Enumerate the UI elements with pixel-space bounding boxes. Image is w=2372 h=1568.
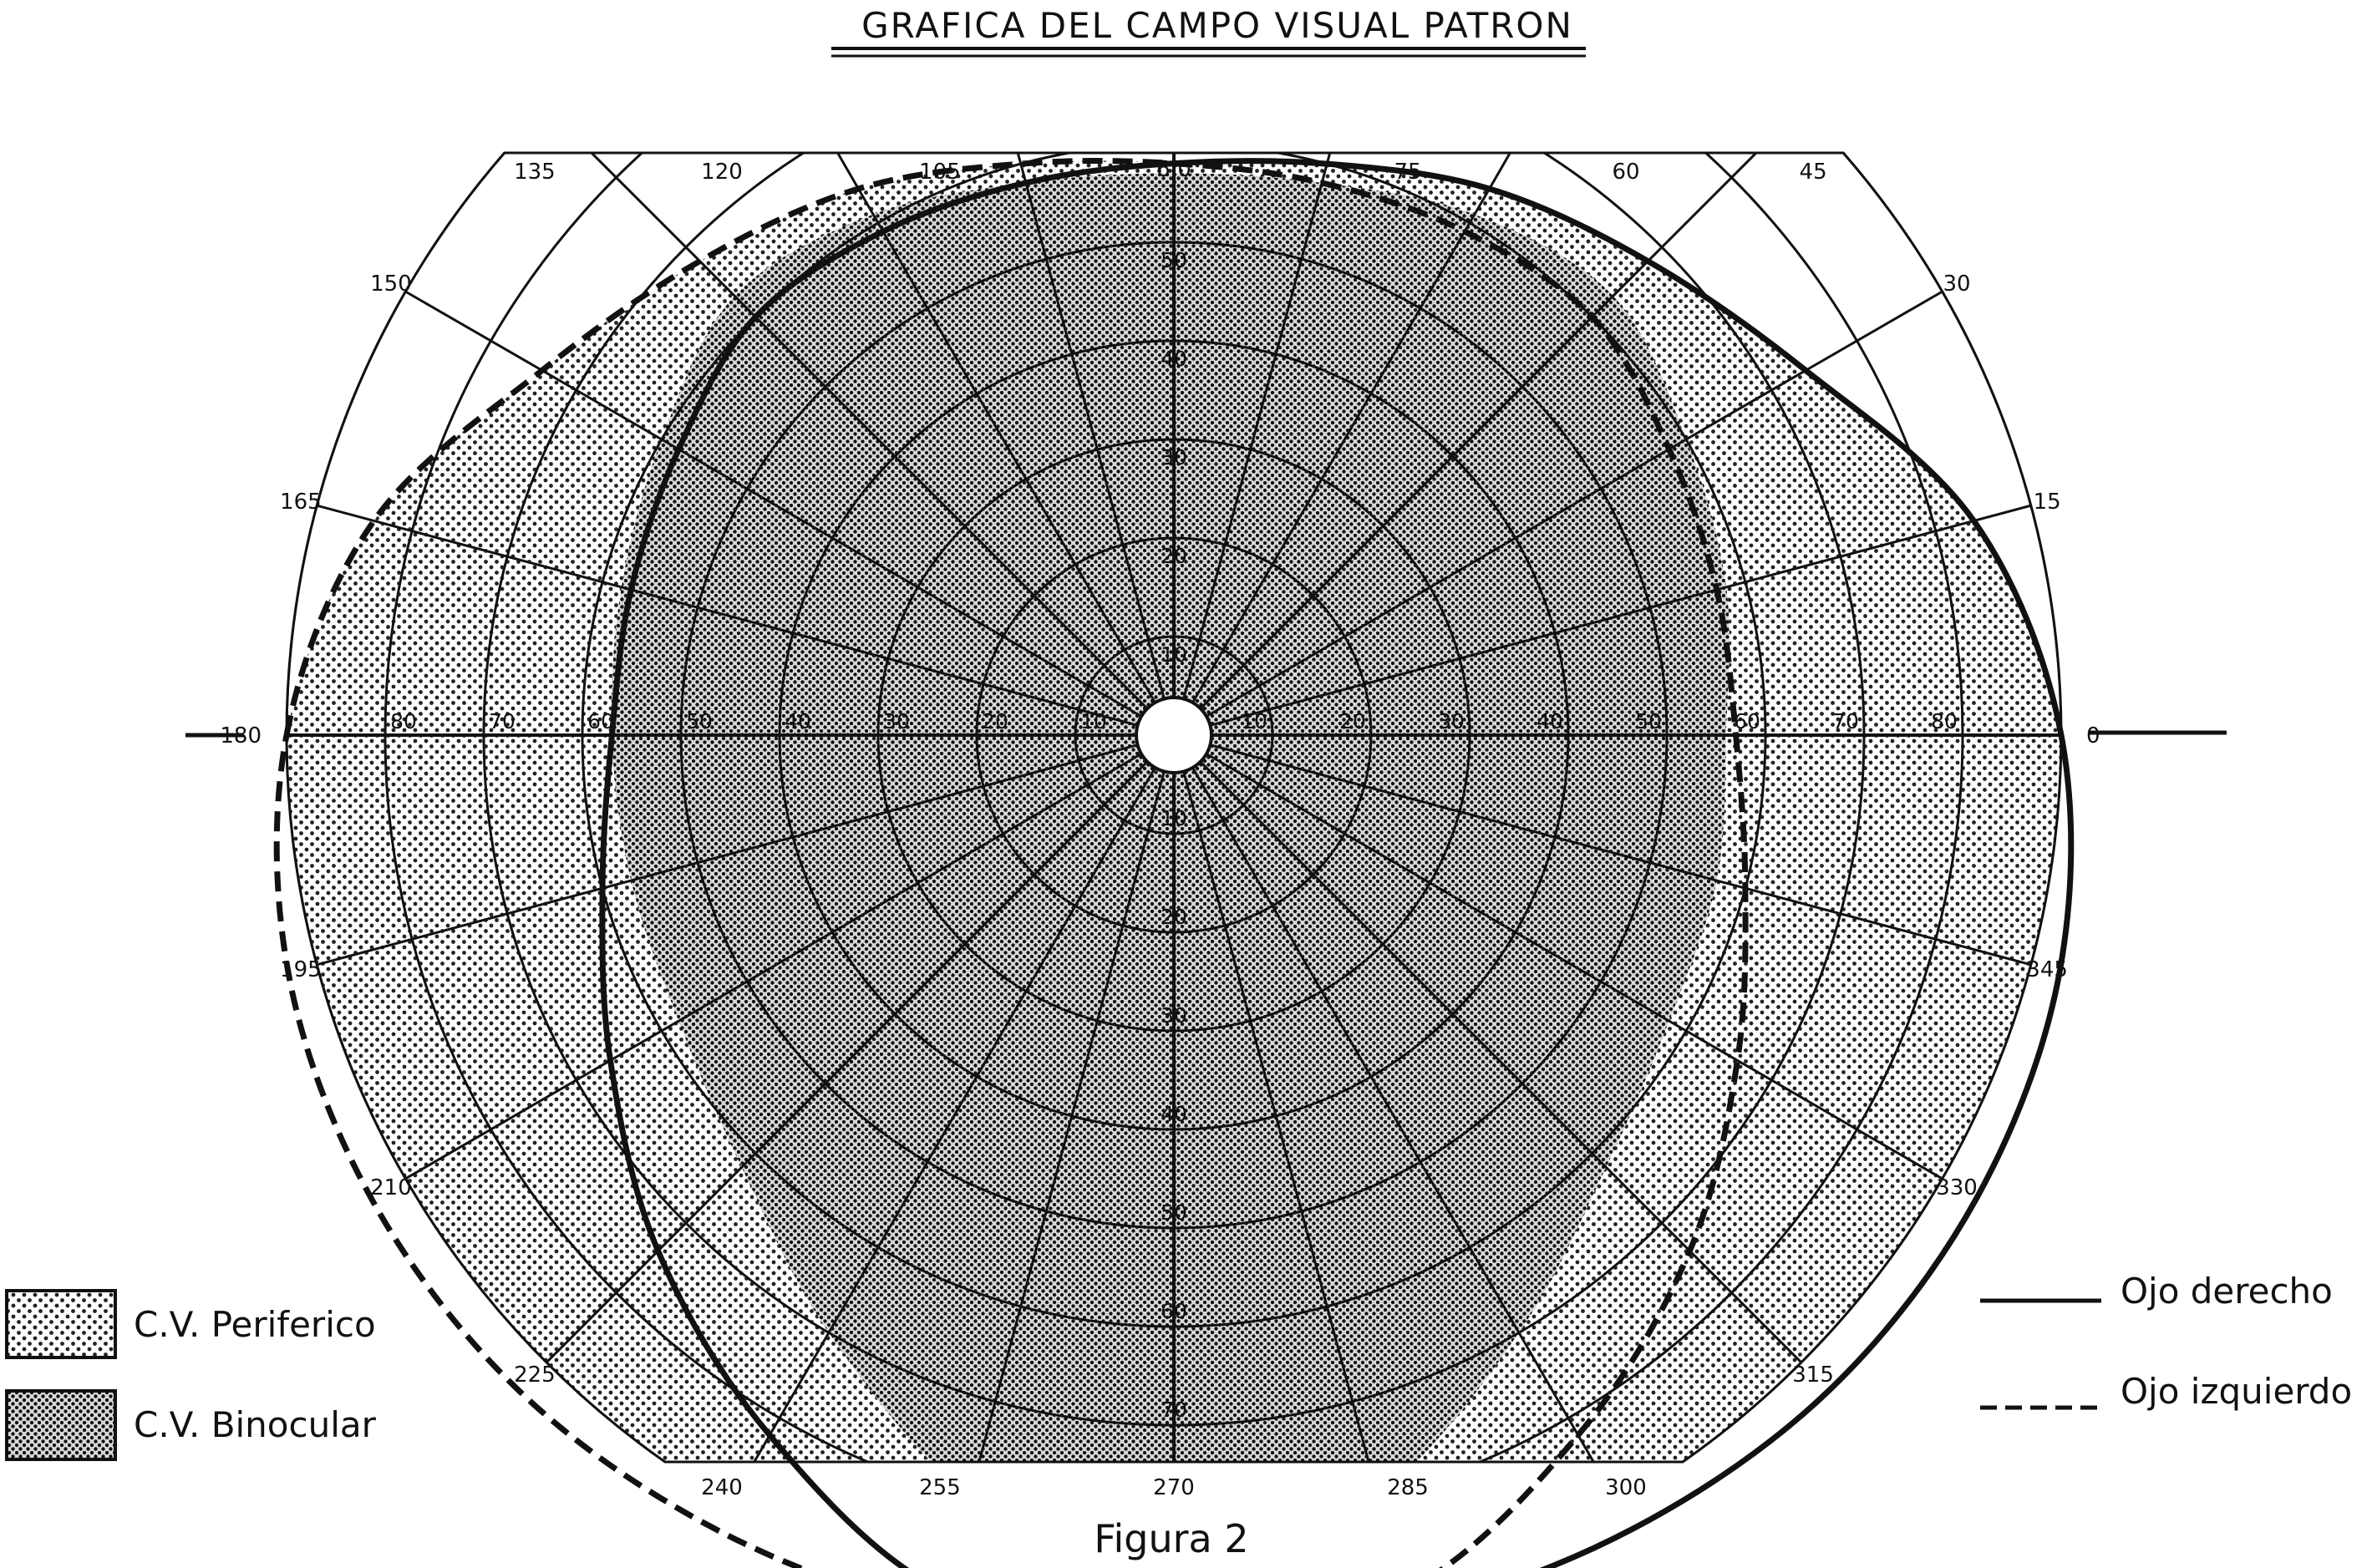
ring-label: 20 bbox=[982, 709, 1008, 733]
angle-label: 75 bbox=[1394, 160, 1422, 185]
legend-label-right-eye: Ojo derecho bbox=[2121, 1271, 2333, 1312]
ring-label: 40 bbox=[785, 709, 811, 733]
ring-label: 30 bbox=[883, 709, 910, 733]
ring-label: 60 bbox=[1734, 709, 1760, 733]
ring-label: 50 bbox=[686, 709, 713, 733]
ring-label: 70 bbox=[1161, 1398, 1187, 1422]
ring-label: 40 bbox=[1536, 709, 1563, 733]
legend-swatch-peripheral bbox=[7, 1291, 115, 1357]
legend-swatch-binocular bbox=[7, 1391, 115, 1459]
angle-label: 330 bbox=[1936, 1175, 1978, 1200]
legend-label-peripheral: C.V. Periferico bbox=[134, 1304, 376, 1345]
ring-label: 80 bbox=[390, 709, 417, 733]
angle-label: 270 bbox=[1153, 1475, 1195, 1500]
legend-label-left-eye: Ojo izquierdo bbox=[2121, 1371, 2353, 1412]
ring-label: 50 bbox=[1161, 1200, 1187, 1225]
ring-label: 20 bbox=[1161, 544, 1187, 568]
angle-label-90: 6|0 bbox=[1156, 157, 1191, 182]
angle-label: 300 bbox=[1605, 1475, 1647, 1500]
angle-label: 45 bbox=[1799, 160, 1827, 185]
angle-label: 180 bbox=[220, 723, 262, 748]
angle-label: 15 bbox=[2033, 489, 2061, 515]
angle-label: 0 bbox=[2086, 723, 2100, 748]
ring-label: 40 bbox=[1161, 1102, 1187, 1126]
legend-label-binocular: C.V. Binocular bbox=[134, 1404, 376, 1445]
ring-label: 10 bbox=[1161, 806, 1187, 830]
ring-label: 10 bbox=[1080, 709, 1107, 733]
legend-lines bbox=[1980, 1271, 2352, 1412]
ring-label: 50 bbox=[1635, 709, 1662, 733]
ring-label: 70 bbox=[489, 709, 516, 733]
ring-label: 10 bbox=[1161, 642, 1187, 667]
angle-label: 210 bbox=[370, 1175, 412, 1200]
ring-label: 50 bbox=[1161, 248, 1187, 272]
chart-title: GRAFICA DEL CAMPO VISUAL PATRON bbox=[861, 5, 1573, 46]
angle-label: 285 bbox=[1387, 1475, 1429, 1500]
angle-label: 225 bbox=[514, 1362, 556, 1388]
figure-caption: Figura 2 bbox=[1094, 1516, 1249, 1561]
ring-label: 40 bbox=[1161, 347, 1187, 371]
ring-label: 30 bbox=[1161, 1003, 1187, 1028]
angle-label: 195 bbox=[280, 957, 322, 983]
ring-label: 80 bbox=[1931, 709, 1958, 733]
angle-label: 150 bbox=[370, 271, 412, 297]
ring-label: 60 bbox=[1161, 1299, 1187, 1323]
ring-label: 30 bbox=[1161, 445, 1187, 469]
ring-label: 20 bbox=[1161, 905, 1187, 929]
ring-label: 20 bbox=[1339, 709, 1366, 733]
angle-label: 345 bbox=[2026, 957, 2068, 983]
ring-label: 10 bbox=[1241, 709, 1267, 733]
angle-label: 135 bbox=[514, 160, 556, 185]
angle-label: 120 bbox=[701, 160, 743, 185]
angle-label: 30 bbox=[1943, 271, 1971, 297]
angle-label: 60 bbox=[1612, 160, 1640, 185]
angle-label: 240 bbox=[701, 1475, 743, 1500]
ring-label: 70 bbox=[1832, 709, 1859, 733]
angle-label: 315 bbox=[1792, 1362, 1834, 1388]
angle-label: 105 bbox=[919, 160, 961, 185]
angle-label: 255 bbox=[919, 1475, 961, 1500]
ring-label: 30 bbox=[1438, 709, 1465, 733]
ring-label: 60 bbox=[587, 709, 614, 733]
fixation-circle bbox=[1136, 698, 1211, 773]
angle-label: 165 bbox=[280, 489, 322, 515]
legend-fill bbox=[7, 1291, 377, 1459]
